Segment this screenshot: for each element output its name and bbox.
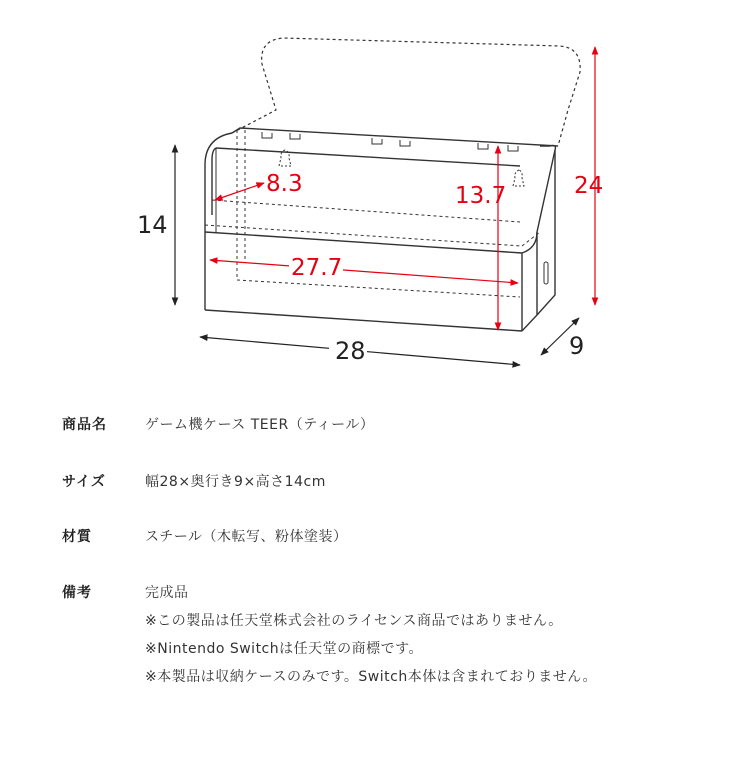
spec-value-line: ※Nintendo Switchは任天堂の商標です。 <box>145 641 424 657</box>
label-inner-width: 27.7 <box>291 255 343 281</box>
keyhole-slot-right <box>513 170 524 186</box>
label-total-height: 24 <box>574 173 604 199</box>
spec-value <box>145 413 374 441</box>
label-outer-width: 28 <box>335 337 366 365</box>
label-body-height: 14 <box>137 211 168 239</box>
label-inner-depth: 8.3 <box>266 171 303 197</box>
spec-label: 備考 <box>62 585 92 601</box>
spec-value-line: ※本製品は収納ケースのみです。Switch本体は含まれておりません。 <box>145 669 598 685</box>
spec-label: 材質 <box>62 529 92 545</box>
spec-value <box>145 525 347 553</box>
dim-line-inner-width <box>210 260 518 283</box>
dim-line-inner-depth <box>215 183 264 200</box>
lid-outline <box>232 38 580 146</box>
spec-value-line: ※この製品は任天堂株式会社のライセンス商品ではありません。 <box>145 613 563 629</box>
spec-value-line: 幅28×奥行き9×高さ14cm <box>145 474 326 490</box>
label-depth: 9 <box>569 332 585 360</box>
cable-slot <box>544 262 548 284</box>
box-body <box>205 128 558 331</box>
spec-label: 商品名 <box>62 417 107 433</box>
spec-value-line: 完成品 <box>145 585 189 601</box>
label-inner-height: 13.7 <box>455 183 507 209</box>
spec-value-line: スチール（木転写、粉体塗装） <box>145 529 348 545</box>
spec-value-line: ゲーム機ケース TEER（ティール） <box>145 417 375 433</box>
spec-value <box>145 581 597 693</box>
spec-label: サイズ <box>62 474 106 490</box>
spec-value <box>145 470 326 498</box>
